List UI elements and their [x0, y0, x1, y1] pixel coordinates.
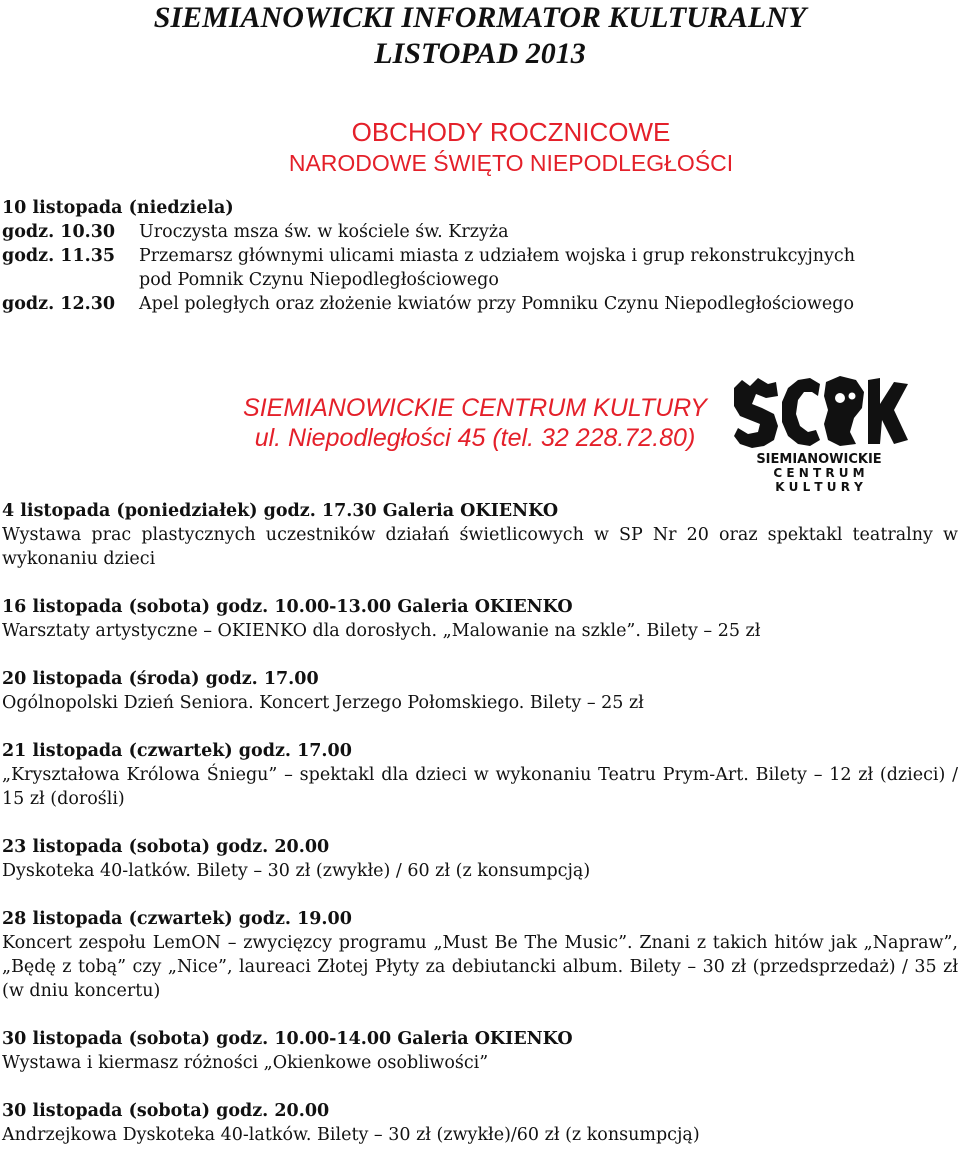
anniversary-heading: OBCHODY ROCZNICOWE: [351, 117, 671, 147]
event-heading: 16 listopada (sobota) godz. 10.00-13.00 Galeria OKIENKO: [2, 597, 573, 617]
sck-address: ul. Niepodległości 45 (tel. 32 228.72.80): [254, 424, 696, 452]
logo-eye-right: [849, 393, 856, 400]
logo-letter-k: [868, 378, 908, 444]
anniversary-subheading: NARODOWE ŚWIĘTO NIEPODLEGŁOŚCI: [288, 150, 734, 176]
event-heading: 20 listopada (środa) godz. 17.00: [2, 669, 319, 689]
schedule-time: godz. 10.30: [2, 222, 116, 242]
schedule-time: godz. 11.35: [2, 246, 116, 266]
schedule-text: Przemarsz głównymi ulicami miasta z udziałem wojska i grup rekonstrukcyjnych: [139, 246, 855, 266]
sck-name: SIEMIANOWICKIE CENTRUM KULTURY: [243, 394, 707, 422]
event-heading: 23 listopada (sobota) godz. 20.00: [2, 837, 330, 857]
events-list: [2, 499, 958, 1171]
event-heading: 21 listopada (czwartek) godz. 17.00: [2, 741, 352, 761]
event-item: [2, 499, 958, 571]
schedule-day: 10 listopada (niedziela): [2, 198, 234, 218]
event-item: [2, 835, 958, 883]
schedule-time: godz. 12.30: [2, 294, 116, 314]
page-title: SIEMIANOWICKI INFORMATOR KULTURALNY: [153, 1, 807, 34]
schedule-row: [2, 220, 958, 244]
event-description: Warsztaty artystyczne – OKIENKO dla dorosłych. „Malowanie na szkle”. Bilety – 25 zł: [2, 621, 761, 641]
event-item: [2, 907, 958, 1003]
event-description: Wystawa i kiermasz różności „Okienkowe osobliwości”: [2, 1053, 489, 1073]
event-heading: 30 listopada (sobota) godz. 10.00-14.00 Galeria OKIENKO: [2, 1029, 573, 1049]
event-heading: 28 listopada (czwartek) godz. 19.00: [2, 909, 352, 929]
schedule-row: [2, 244, 958, 268]
sck-logo-graphic: [728, 374, 910, 494]
event-item: [2, 667, 958, 715]
logo-wordmark-1: SIEMIANOWICKIE: [756, 452, 882, 467]
event-description: Wystawa prac plastycznych uczestników działań świetlicowych w SP Nr 20 oraz spektakl teatralny w wykonaniu dzieci: [2, 525, 958, 569]
sck-logo: [728, 374, 910, 494]
event-description: Dyskoteka 40-latków. Bilety – 30 zł (zwykłe) / 60 zł (z konsumpcją): [2, 861, 591, 881]
logo-eye-left: [835, 393, 845, 403]
logo-wordmark-3: K U L T U R Y: [775, 480, 863, 494]
page-header: [0, 0, 960, 72]
schedule-text: Uroczysta msza św. w kościele św. Krzyża: [139, 222, 509, 242]
logo-face: [824, 376, 864, 446]
event-item: [2, 595, 958, 643]
event-item: [2, 1099, 958, 1147]
page-subtitle: LISTOPAD 2013: [374, 37, 586, 70]
logo-letter-c: [782, 378, 820, 446]
schedule-text: Apel poległych oraz złożenie kwiatów przy Pomniku Czynu Niepodległościowego: [139, 294, 854, 314]
event-item: [2, 1027, 958, 1075]
event-description: „Kryształowa Królowa Śniegu” – spektakl dla dzieci w wykonaniu Teatru Prym-Art. Bilety – 12 zł (dzieci) / 15 zł (dorośli): [2, 765, 958, 809]
event-description: Koncert zespołu LemON – zwycięzcy programu „Must Be The Music”. Znani z takich hitów jak „Napraw”, „Będę z tobą” czy „Nice”, laureaci Złotej Płyty za debiutancki album. Bilety – 30 zł (przedsprzedaż) / 35 zł (w dniu koncertu): [2, 933, 958, 1001]
event-description: Ogólnopolski Dzień Seniora. Koncert Jerzego Połomskiego. Bilety – 25 zł: [2, 693, 644, 713]
event-description: Andrzejkowa Dyskoteka 40-latków. Bilety – 30 zł (zwykłe)/60 zł (z konsumpcją): [2, 1125, 700, 1145]
event-heading: 4 listopada (poniedziałek) godz. 17.30 Galeria OKIENKO: [2, 501, 559, 521]
logo-wordmark-2: C E N T R U M: [773, 466, 865, 480]
schedule-row: [2, 292, 958, 316]
schedule-text-continued: pod Pomnik Czynu Niepodległościowego: [139, 270, 499, 290]
event-heading: 30 listopada (sobota) godz. 20.00: [2, 1101, 330, 1121]
anniversary-schedule: [2, 196, 958, 316]
logo-letter-s: [734, 378, 778, 448]
event-item: [2, 739, 958, 811]
